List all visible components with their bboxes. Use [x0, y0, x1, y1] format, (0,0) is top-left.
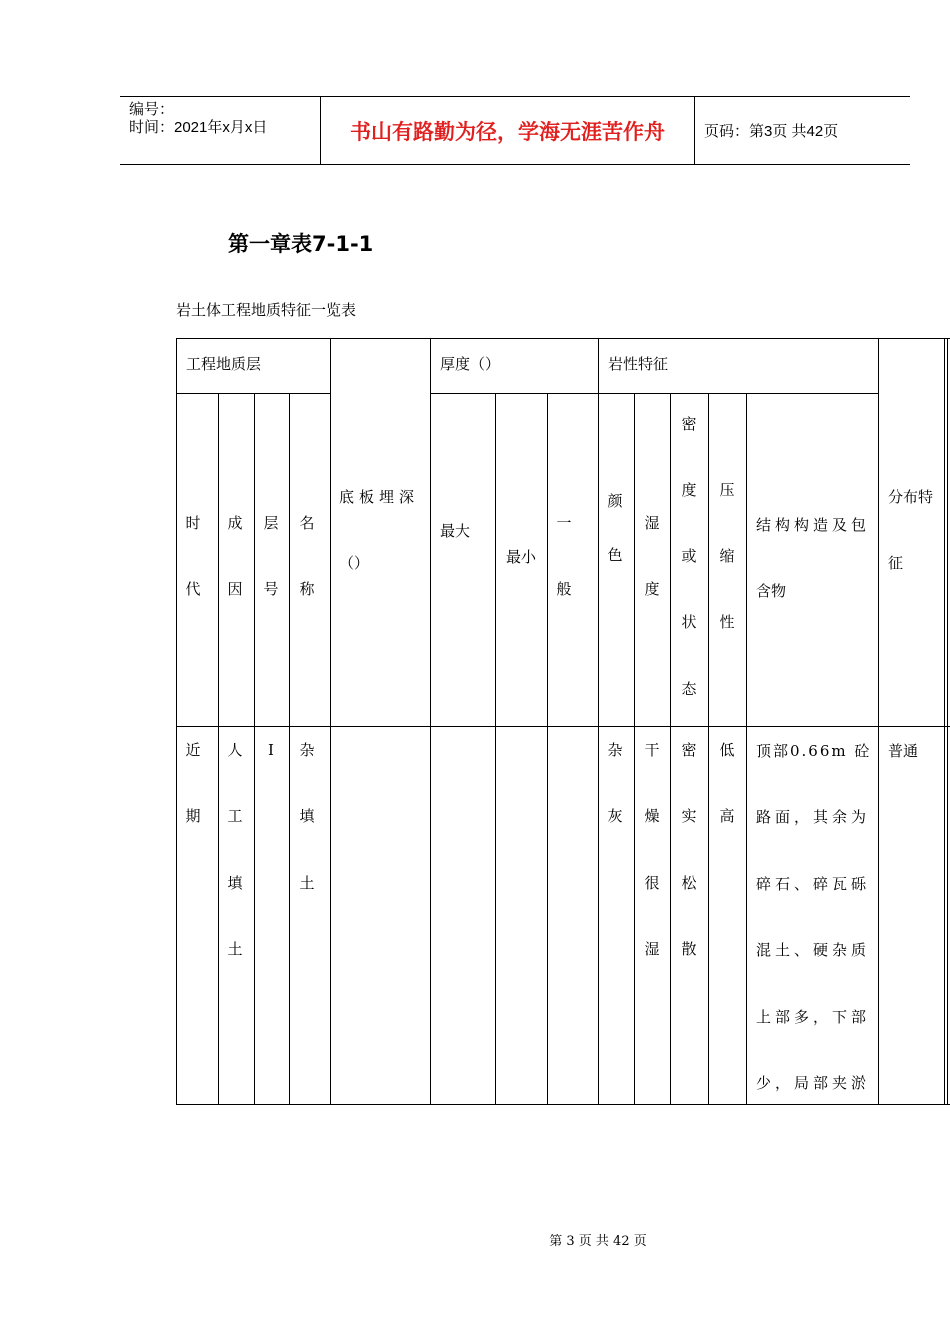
- row-origin-1: 人: [227, 741, 243, 759]
- row-compress-2: 高: [719, 807, 735, 825]
- col-humidity-1: 湿: [644, 514, 660, 532]
- col-humidity-2: 度: [644, 580, 660, 598]
- document-header: [120, 96, 910, 165]
- table-border-top: [176, 338, 950, 339]
- page-footer: [0, 1230, 950, 1249]
- col-layer-1: 层: [263, 514, 279, 532]
- row-era-1: 近: [185, 741, 201, 759]
- col-color-2: 色: [607, 546, 623, 564]
- row-humidity-1: 干: [644, 741, 660, 759]
- rule: [495, 393, 496, 1105]
- group-geology: 工程地质层: [186, 355, 262, 373]
- number-label: 编号：: [129, 101, 175, 118]
- col-name-1: 名: [299, 514, 315, 532]
- table-caption: 岩土体工程地质特征一览表: [176, 301, 357, 319]
- chapter-title: 第一章表7-1-1: [228, 232, 374, 256]
- col-color-1: 颜: [607, 492, 623, 510]
- rule: [547, 393, 548, 1105]
- geology-table: [176, 338, 950, 1105]
- col-depth-unit: （）: [339, 554, 370, 572]
- rule: [878, 338, 879, 1105]
- rule: [708, 393, 709, 1105]
- row-color-2: 灰: [607, 807, 623, 825]
- row-name-2: 填: [299, 807, 315, 825]
- col-compress-1: 压: [719, 481, 735, 499]
- row-density-4: 散: [681, 940, 697, 958]
- rule: [176, 393, 330, 394]
- header-page-label: 页码：第3页 共42页: [704, 123, 839, 140]
- row-era-2: 期: [185, 807, 201, 825]
- rule: [598, 338, 599, 1105]
- col-compress-2: 缩: [719, 547, 735, 565]
- row-origin-4: 土: [227, 940, 243, 958]
- group-rock: 岩性特征: [608, 355, 669, 373]
- row-color-1: 杂: [607, 741, 623, 759]
- rule: [944, 338, 945, 1105]
- row-origin-3: 填: [227, 874, 243, 892]
- row-structure-5: 上部多，下部: [756, 1008, 871, 1026]
- rule: [176, 726, 950, 727]
- table-border-bottom: [176, 1104, 950, 1105]
- col-layer-2: 号: [263, 580, 279, 598]
- row-name-1: 杂: [299, 741, 315, 759]
- col-max: 最大: [440, 522, 471, 540]
- row-structure-6: 少，局部夹淤: [756, 1074, 871, 1092]
- footer-page-number: 第 3 页 共 42 页: [549, 1234, 647, 1249]
- row-humidity-2: 燥: [644, 807, 660, 825]
- col-min: 最小: [506, 548, 537, 566]
- col-compress-3: 性: [719, 613, 735, 631]
- date-label: 时间：2021年x月x日: [129, 119, 268, 136]
- col-name-2: 称: [299, 580, 315, 598]
- row-density-3: 松: [681, 874, 697, 892]
- row-humidity-3: 很: [644, 874, 660, 892]
- row-structure-2: 路面，其余为: [756, 808, 871, 826]
- rule: [746, 393, 747, 1105]
- row-density-2: 实: [681, 807, 697, 825]
- col-distribution-1: 分布特: [888, 488, 934, 506]
- rule: [947, 338, 948, 1105]
- rule: [670, 393, 671, 1105]
- col-era-1: 时: [185, 514, 201, 532]
- col-origin-2: 因: [227, 580, 243, 598]
- col-origin-1: 成: [227, 514, 243, 532]
- col-density-2: 度: [681, 481, 697, 499]
- rule: [330, 338, 331, 1105]
- col-structure-2: 含物: [756, 582, 787, 600]
- col-density-3: 或: [681, 547, 697, 565]
- col-era-2: 代: [185, 580, 201, 598]
- col-distribution-2: 征: [888, 554, 904, 572]
- rule: [634, 393, 635, 1105]
- row-structure-3: 碎石、碎瓦砾: [756, 875, 871, 893]
- col-general-2: 般: [556, 580, 572, 598]
- col-general-1: 一: [556, 514, 572, 532]
- col-density-5: 态: [681, 680, 697, 698]
- rule: [430, 338, 431, 1105]
- col-density-4: 状: [681, 613, 697, 631]
- col-depth: 底板埋深: [339, 488, 420, 506]
- row-compress-1: 低: [719, 741, 735, 759]
- header-meta-cell: [120, 97, 321, 164]
- rule: [218, 393, 219, 1105]
- row-name-3: 土: [299, 874, 315, 892]
- rule: [176, 338, 177, 1105]
- row-distribution: 普通: [888, 742, 919, 760]
- col-density-1: 密: [681, 415, 697, 433]
- row-structure-1: 顶部0.66m 砼: [756, 742, 872, 760]
- header-motto: 书山有路勤为径，学海无涯苦作舟: [321, 97, 695, 164]
- row-origin-2: 工: [227, 807, 243, 825]
- col-structure-1: 结构构造及包: [756, 516, 871, 534]
- row-density-1: 密: [681, 741, 697, 759]
- rule: [289, 393, 290, 1105]
- rule: [254, 393, 255, 1105]
- row-layer: Ⅰ: [268, 741, 274, 759]
- rule: [430, 393, 878, 394]
- row-structure-4: 混土、硬杂质: [756, 941, 871, 959]
- row-humidity-4: 湿: [644, 940, 660, 958]
- group-thickness: 厚度（）: [440, 355, 501, 373]
